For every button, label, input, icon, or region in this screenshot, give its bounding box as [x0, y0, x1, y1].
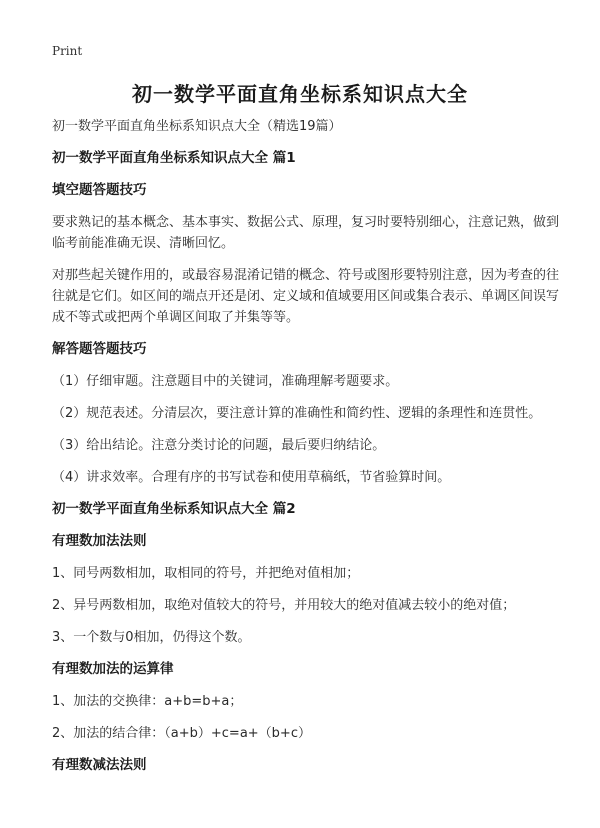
print-link[interactable]: Print: [52, 44, 83, 58]
addition-law-2: 2、加法的结合律：（a+b）+c=a+（b+c）: [52, 726, 311, 741]
document-title: 初一数学平面直角坐标系知识点大全: [132, 82, 468, 106]
addition-law-1: 1、加法的交换律：a+b=b+a；: [52, 694, 243, 709]
addition-rule-3: 3、一个数与0相加，仍得这个数。: [52, 630, 251, 645]
section-1-heading: 初一数学平面直角坐标系知识点大全 篇1: [52, 150, 296, 166]
addition-rule-1: 1、同号两数相加，取相同的符号，并把绝对值相加；: [52, 566, 360, 581]
fill-blank-heading: 填空题答题技巧: [52, 182, 147, 198]
answer-item-4: （4）讲求效率。合理有序的书写试卷和使用草稿纸，节省验算时间。: [52, 470, 451, 485]
subtitle: 初一数学平面直角坐标系知识点大全（精选19篇）: [52, 119, 342, 134]
addition-law-heading: 有理数加法的运算律: [52, 661, 174, 677]
answer-item-3: （3）给出结论。注意分类讨论的问题，最后要归纳结论。: [52, 438, 386, 453]
document-body: [52, 116, 560, 776]
subtraction-rule-heading: 有理数减法法则: [52, 757, 147, 773]
addition-rule-2: 2、异号两数相加，取绝对值较大的符号，并用较大的绝对值减去较小的绝对值；: [52, 598, 516, 613]
addition-rule-heading: 有理数加法法则: [52, 533, 147, 549]
answer-heading: 解答题答题技巧: [52, 341, 147, 357]
fill-blank-paragraph-1: 要求熟记的基本概念、基本事实、数据公式、原理，复习时要特别细心，注意记熟，做到临考前能准确无误、清晰回忆。: [52, 215, 560, 251]
answer-item-1: （1）仔细审题。注意题目中的关键词，准确理解考题要求。: [52, 374, 399, 389]
answer-item-2: （2）规范表述。分清层次，要注意计算的准确性和简约性、逻辑的条理性和连贯性。: [52, 406, 542, 421]
fill-blank-paragraph-2: 对那些起关键作用的，或最容易混淆记错的概念、符号或图形要特别注意，因为考查的往往就是它们。如区间的端点开还是闭、定义域和值域要用区间或集合表示、单调区间误写成不等式或把两个单调区间取了并集等等。: [52, 268, 560, 325]
section-2-heading: 初一数学平面直角坐标系知识点大全 篇2: [52, 501, 296, 517]
